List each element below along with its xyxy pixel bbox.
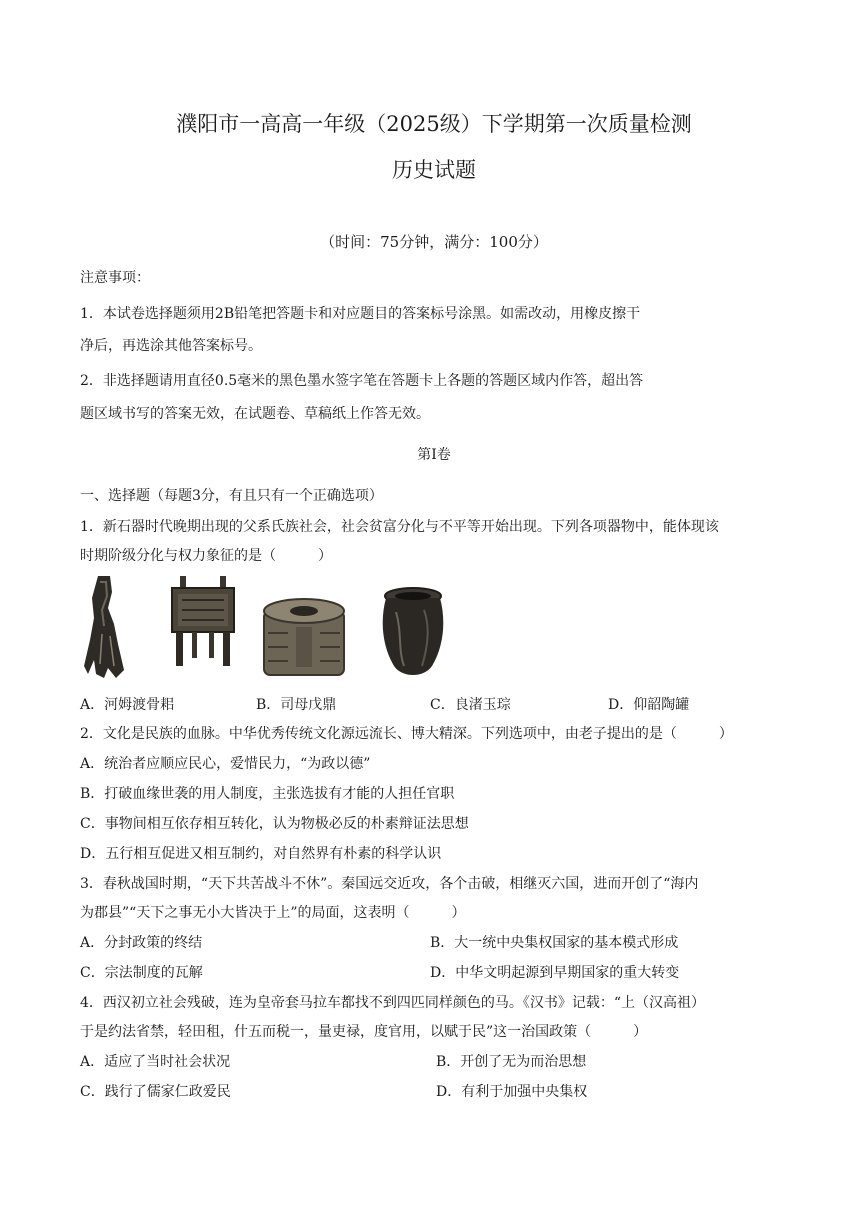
question-1-option-d[interactable]: D．仰韶陶罐 [608,697,690,713]
question-2-stem: 2．文化是民族的血脉。中华优秀传统文化源远流长、博大精深。下列选项中，由老子提出的是（ ） [80,726,733,742]
yangshao-pottery-jar-image [378,586,448,682]
notice-item-2-line-1: 2．非选择题请用直径0.5毫米的黑色墨水签字笔在答题卡上各题的答题区域内作答，超出答 [80,373,644,389]
question-2-option-d[interactable]: D．五行相互促进又相互制约，对自然界有朴素的科学认识 [80,846,442,862]
section-heading: 一、选择题（每题3分，有且只有一个正确选项） [80,488,383,504]
question-3-option-b[interactable]: B．大一统中央集权国家的基本模式形成 [430,935,679,951]
question-3-stem-line-2: 为郡县”“天下之事无小大皆决于上”的局面，这表明（ ） [80,905,466,921]
question-4-option-c[interactable]: C．践行了儒家仁政爱民 [80,1084,231,1100]
notice-item-1-line-1: 1．本试卷选择题须用2B铅笔把答题卡和对应题目的答案标号涂黑。如需改动，用橡皮擦干 [80,306,641,322]
question-1-stem-line-1: 1．新石器时代晚期出现的父系氏族社会，社会贫富分化与不平等开始出现。下列各项器物中，能体现该 [80,519,719,535]
notice-item-2-line-2: 题区域书写的答案无效，在试题卷、草稿纸上作答无效。 [80,406,430,422]
volume-heading: 第Ⅰ卷 [417,447,451,463]
question-1-option-b[interactable]: B．司母戊鼎 [256,697,337,713]
question-3-option-a[interactable]: A．分封政策的终结 [80,935,203,951]
question-2-option-b[interactable]: B．打破血缘世袭的用人制度，主张选拔有才能的人担任官职 [80,786,455,802]
notice-item-1-line-2: 净后，再选涂其他答案标号。 [80,338,262,354]
exam-subtitle: 历史试题 [392,158,476,182]
question-3-stem-line-1: 3．春秋战国时期，“天下共苦战斗不休”。秦国远交近攻，各个击破，相继灭六国，进而开创了“海内 [80,876,699,892]
liangzhu-jade-cong-image [258,597,350,681]
question-1-option-a[interactable]: A．河姆渡骨耜 [80,697,175,713]
question-4-stem-line-2: 于是约法省禁，轻田租，什五而税一，量吏禄，度官用，以赋于民”这一治国政策（ ） [80,1024,648,1040]
question-4-stem-line-1: 4．西汉初立社会残破，连为皇帝套马拉车都找不到四匹同样颜色的马。《汉书》记载：“上（汉高祖） [80,995,706,1011]
question-2-option-a[interactable]: A．统治者应顺应民心，爱惜民力，“为政以德” [80,756,371,772]
exam-title: 濮阳市一高高一年级（2025级）下学期第一次质量检测 [176,112,692,136]
question-2-option-c[interactable]: C．事物间相互依存相互转化，认为物极必反的朴素辩证法思想 [80,816,469,832]
question-1-stem-line-2: 时期阶级分化与权力象征的是（ ） [80,548,332,564]
simuwu-ding-image [168,574,238,668]
question-1-option-c[interactable]: C．良渚玉琮 [430,697,511,713]
question-3-option-d[interactable]: D．中华文明起源到早期国家的重大转变 [430,965,680,981]
question-4-option-a[interactable]: A．适应了当时社会状况 [80,1054,231,1070]
question-4-option-b[interactable]: B．开创了无为而治思想 [436,1054,587,1070]
time-info: （时间：75分钟，满分：100分） [320,233,548,251]
question-4-option-d[interactable]: D．有利于加强中央集权 [436,1084,588,1100]
question-3-option-c[interactable]: C．宗法制度的瓦解 [80,965,203,981]
bone-si-image [80,574,128,682]
notice-heading: 注意事项： [80,270,150,286]
